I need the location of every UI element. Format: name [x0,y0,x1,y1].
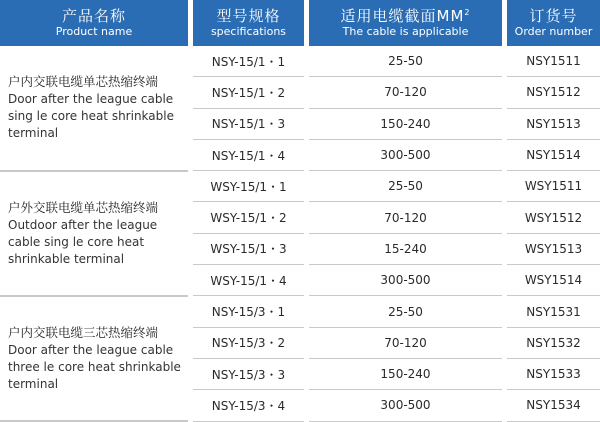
cable-section-cell: 70-120 [309,327,502,358]
header-order-number-en: Order number [514,25,593,38]
header-product-name [0,0,188,46]
order-number-cell: NSY1511 [507,46,600,77]
cable-section-cell: 300-500 [309,390,502,421]
spec-cell: NSY-15/3・1 [193,296,304,327]
header-cable-section-sup: 2 [464,8,471,17]
order-number-cell: WSY1514 [507,265,600,296]
order-number-cell: WSY1512 [507,202,600,233]
cable-section-cell: 25-50 [309,46,502,77]
order-number-cell: NSY1513 [507,108,600,139]
header-cable-section [309,0,502,46]
cable-section-cell: 70-120 [309,77,502,108]
order-number-cell: WSY1511 [507,171,600,202]
order-number-cell: WSY1513 [507,233,600,264]
cable-section-cell: 25-50 [309,171,502,202]
cable-section-cell: 70-120 [309,202,502,233]
spec-cell: NSY-15/3・4 [193,390,304,421]
header-specifications [193,0,304,46]
product-name-en: Door after the league cable three le core heat shrinkable terminal [8,342,181,391]
order-number-cell: NSY1532 [507,327,600,358]
header-cable-section-en: The cable is applicable [342,25,469,38]
product-name-cell [0,296,188,421]
header-order-number [507,0,600,46]
order-number-cell: NSY1514 [507,139,600,170]
cable-section-cell: 25-50 [309,296,502,327]
header-specifications-en: specifications [210,25,287,38]
header-specifications-zh: 型号规格 [216,7,281,25]
cable-section-cell: 150-240 [309,358,502,389]
spec-cell: WSY-15/1・1 [193,171,304,202]
spec-cell: NSY-15/1・4 [193,139,304,170]
table-body [0,46,600,421]
product-name-cell [0,171,188,296]
order-number-cell: NSY1531 [507,296,600,327]
spec-cell: NSY-15/1・3 [193,108,304,139]
spec-cell: NSY-15/1・1 [193,46,304,77]
table-header-row [0,0,600,46]
table-row [0,46,600,77]
spec-cell: NSY-15/1・2 [193,77,304,108]
product-name-zh: 户外交联电缆单芯热缩终端 [8,199,159,215]
cable-section-cell: 150-240 [309,108,502,139]
header-product-name-zh: 产品名称 [61,7,126,25]
product-name-cell [0,46,188,171]
spec-cell: WSY-15/1・2 [193,202,304,233]
product-name-en: Outdoor after the league cable sing le core heat shrinkable terminal [8,217,158,266]
product-name-en: Door after the league cable sing le core heat shrinkable terminal [8,92,174,141]
spec-cell: NSY-15/3・3 [193,358,304,389]
cable-section-cell: 300-500 [309,265,502,296]
order-number-cell: NSY1533 [507,358,600,389]
order-number-cell: NSY1534 [507,390,600,421]
header-cable-section-zh-text: 适用电缆截面MM [340,7,465,25]
spec-cell: WSY-15/1・4 [193,265,304,296]
spec-cell: NSY-15/3・2 [193,327,304,358]
table-row [0,171,600,202]
table-row [0,296,600,327]
header-cable-section-zh [309,9,502,24]
order-number-cell: NSY1512 [507,77,600,108]
product-name-zh: 户内交联电缆单芯热缩终端 [8,74,159,90]
product-name-zh: 户内交联电缆三芯热缩终端 [8,324,159,340]
cable-section-cell: 15-240 [309,233,502,264]
cable-section-cell: 300-500 [309,139,502,170]
header-product-name-en: Product name [55,25,133,38]
spec-cell: WSY-15/1・3 [193,233,304,264]
header-order-number-zh: 订货号 [529,7,578,25]
